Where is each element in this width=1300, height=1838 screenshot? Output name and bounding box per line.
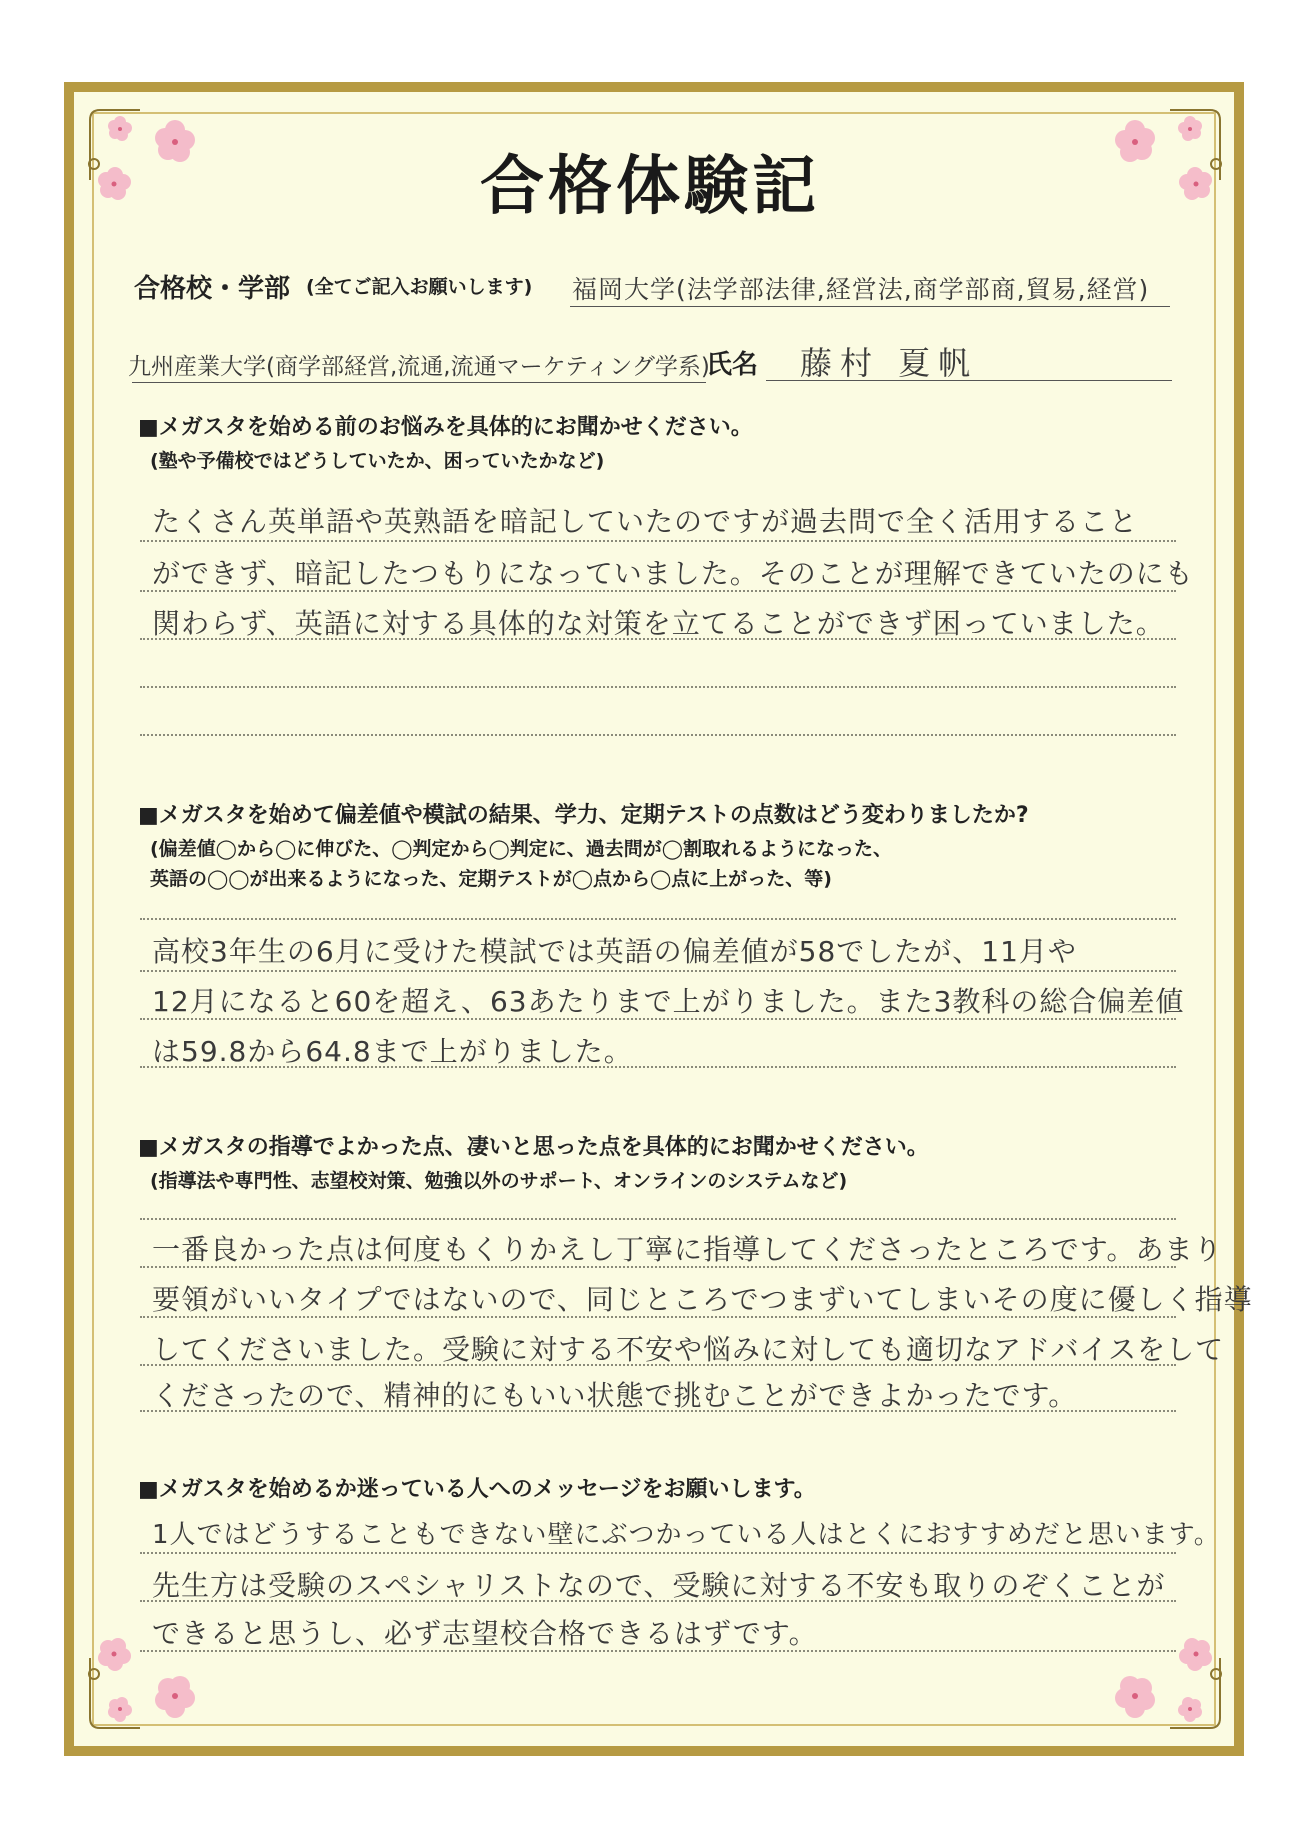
answer-line	[140, 686, 1176, 688]
question-1-sub: (塾や予備校ではどうしていたか、困っていたかなど)	[150, 450, 605, 472]
answer-line	[140, 734, 1176, 736]
answer-3-line-2: 要領がいいタイプではないので、同じところでつまずいてしまいその度に優しく指導	[152, 1283, 1253, 1316]
answer-line	[140, 1266, 1176, 1268]
cherry-blossom-icon	[1110, 1618, 1230, 1738]
school-value-1: 福岡大学(法学部法律,経営法,商学部商,貿易,経営)	[572, 275, 1150, 304]
answer-4-line-3: できると思うし、必ず志望校合格できるはずです。	[152, 1617, 818, 1650]
question-1-title: ■メガスタを始める前のお悩みを具体的にお聞かせください。	[138, 415, 753, 440]
answer-1-line-3: 関わらず、英語に対する具体的な対策を立てることができず困っていました。	[152, 607, 1165, 640]
answer-3-line-3: してくださいました。受験に対する不安や悩みに対しても適切なアドバイスをして	[152, 1333, 1225, 1366]
answer-line	[140, 1552, 1176, 1554]
answer-1-line-2: ができず、暗記したつもりになっていました。そのことが理解できていたのにも	[152, 557, 1194, 590]
school-value-2: 九州産業大学(商学部経営,流通,流通マーケティング学系)	[128, 354, 710, 380]
answer-1-line-1: たくさん英単語や英熟語を暗記していたのですが過去問で全く活用すること	[152, 505, 1139, 538]
question-2-sub-2: 英語の◯◯が出来るようになった、定期テストが◯点から◯点に上がった、等)	[150, 868, 832, 890]
answer-line	[140, 1364, 1176, 1366]
question-4-title: ■メガスタを始めるか迷っている人へのメッセージをお願いします。	[138, 1477, 816, 1502]
name-underline	[766, 380, 1172, 381]
name-label: 氏名	[706, 350, 759, 380]
answer-4-line-2: 先生方は受験のスペシャリストなので、受験に対する不安も取りのぞくことが	[152, 1569, 1166, 1602]
answer-line	[140, 540, 1176, 542]
question-3-sub: (指導法や専門性、志望校対策、勉強以外のサポート、オンラインのシステムなど)	[150, 1170, 848, 1192]
question-3-title: ■メガスタの指導でよかった点、凄いと思った点を具体的にお聞かせください。	[138, 1135, 929, 1160]
school-note: (全てご記入お願いします)	[306, 276, 533, 298]
question-2-title: ■メガスタを始めて偏差値や模試の結果、学力、定期テストの点数はどう変わりましたか?	[138, 803, 1029, 828]
answer-line	[140, 918, 1176, 920]
answer-line	[140, 1650, 1176, 1652]
name-value: 藤村 夏帆	[800, 344, 979, 382]
answer-2-line-3: は59.8から64.8まで上がりました。	[152, 1035, 633, 1068]
answer-2-line-2: 12月になると60を超え、63あたりまで上がりました。また3教科の総合偏差値	[152, 985, 1185, 1018]
answer-line	[140, 638, 1176, 640]
school-label: 合格校・学部	[134, 274, 291, 304]
answer-line	[140, 590, 1176, 592]
school-underline-2	[132, 382, 706, 383]
page-title: 合格体験記	[480, 149, 820, 224]
answer-3-line-1: 一番良かった点は何度もくりかえし丁寧に指導してくださったところです。あまり	[152, 1233, 1223, 1266]
answer-2-line-1: 高校3年生の6月に受けた模試では英語の偏差値が58でしたが、11月や	[152, 935, 1077, 968]
school-underline	[570, 306, 1170, 307]
answer-line	[140, 970, 1176, 972]
answer-4-line-1: 1人ではどうすることもできない壁にぶつかっている人はとくにおすすめだと思います。	[152, 1520, 1221, 1550]
answer-line	[140, 1316, 1176, 1318]
answer-line	[140, 1018, 1176, 1020]
answer-line	[140, 1600, 1176, 1602]
question-2-sub-1: (偏差値◯から◯に伸びた、◯判定から◯判定に、過去問が◯割取れるようになった、	[150, 838, 893, 860]
answer-line	[140, 1218, 1176, 1220]
answer-line	[140, 1066, 1176, 1068]
answer-3-line-4: くださったので、精神的にもいい状態で挑むことができよかったです。	[152, 1379, 1078, 1412]
answer-line	[140, 1410, 1176, 1412]
